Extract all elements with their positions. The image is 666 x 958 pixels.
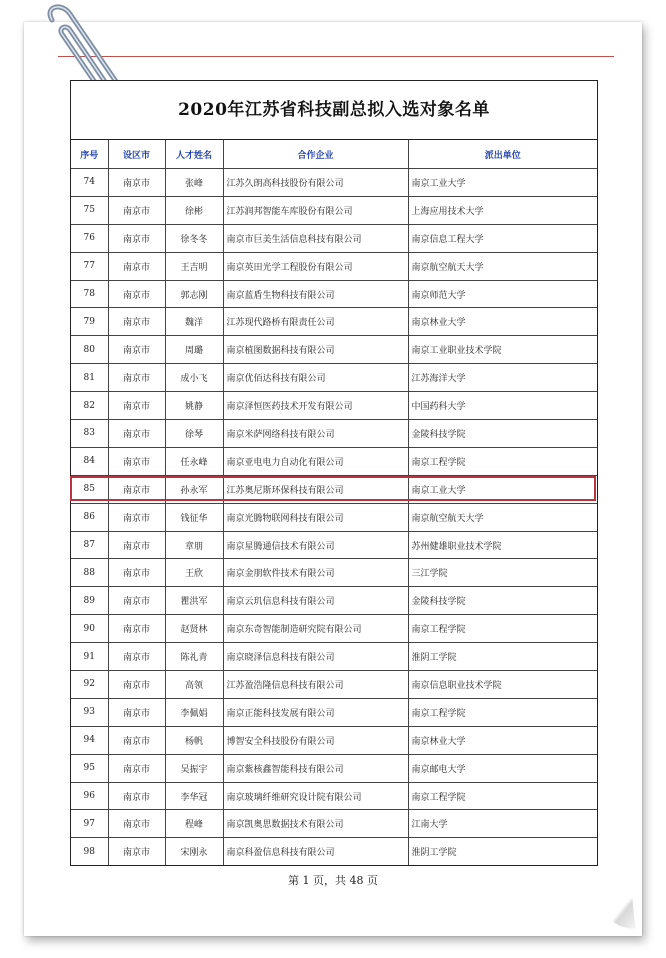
cell-no: 97 [71, 810, 108, 838]
header-company: 合作企业 [223, 140, 408, 169]
table-row [71, 643, 597, 671]
table-row [71, 475, 597, 503]
table-row [71, 336, 597, 364]
table-row [71, 364, 597, 392]
cell-no: 79 [71, 308, 108, 336]
cell-name: 杨帆 [165, 726, 223, 754]
cell-city: 南京市 [108, 224, 165, 252]
cell-company: 南京英田光学工程股份有限公司 [223, 252, 408, 280]
cell-name: 李佩娟 [165, 698, 223, 726]
cell-no: 95 [71, 754, 108, 782]
cell-no: 83 [71, 420, 108, 448]
cell-unit: 金陵科技学院 [408, 587, 597, 615]
cell-company: 南京云玑信息科技有限公司 [223, 587, 408, 615]
cell-name: 钱征华 [165, 503, 223, 531]
table-row [71, 754, 597, 782]
cell-company: 南京米萨网络科技有限公司 [223, 420, 408, 448]
cell-company: 南京紫核鑫智能科技有限公司 [223, 754, 408, 782]
cell-city: 南京市 [108, 196, 165, 224]
cell-unit: 南京林业大学 [408, 308, 597, 336]
cell-no: 88 [71, 559, 108, 587]
cell-unit: 中国药科大学 [408, 392, 597, 420]
table-row [71, 420, 597, 448]
cell-city: 南京市 [108, 782, 165, 810]
cell-city: 南京市 [108, 252, 165, 280]
cell-name: 成小飞 [165, 364, 223, 392]
cell-city: 南京市 [108, 503, 165, 531]
cell-name: 程峰 [165, 810, 223, 838]
cell-company: 江苏奥尼斯环保科技有限公司 [223, 475, 408, 503]
cell-city: 南京市 [108, 671, 165, 699]
page-footer: 第 1 页，共 48 页 [288, 874, 378, 887]
header-city: 设区市 [108, 140, 165, 169]
header-name: 人才姓名 [165, 140, 223, 169]
roster-document [70, 80, 598, 866]
table-row [71, 726, 597, 754]
table-row [71, 782, 597, 810]
cell-unit: 南京工业职业技术学院 [408, 336, 597, 364]
cell-company: 南京光腾物联网科技有限公司 [223, 503, 408, 531]
cell-no: 75 [71, 196, 108, 224]
cell-city: 南京市 [108, 698, 165, 726]
table-row [71, 531, 597, 559]
cell-company: 南京正能科技发展有限公司 [223, 698, 408, 726]
table-row [71, 169, 597, 197]
cell-company: 南京玻璃纤维研究设计院有限公司 [223, 782, 408, 810]
cell-city: 南京市 [108, 587, 165, 615]
cell-name: 徐冬冬 [165, 224, 223, 252]
cell-city: 南京市 [108, 308, 165, 336]
cell-city: 南京市 [108, 336, 165, 364]
cell-name: 徐琴 [165, 420, 223, 448]
cell-no: 76 [71, 224, 108, 252]
cell-name: 孙永军 [165, 475, 223, 503]
cell-city: 南京市 [108, 810, 165, 838]
cell-unit: 南京工程学院 [408, 615, 597, 643]
cell-name: 李华冠 [165, 782, 223, 810]
cell-name: 宋刚永 [165, 838, 223, 865]
cell-unit: 南京工程学院 [408, 782, 597, 810]
cell-company: 博智安全科技股份有限公司 [223, 726, 408, 754]
table-header-row [71, 140, 597, 169]
cell-unit: 南京工业大学 [408, 169, 597, 197]
cell-unit: 江南大学 [408, 810, 597, 838]
cell-name: 瞿洪军 [165, 587, 223, 615]
cell-no: 77 [71, 252, 108, 280]
cell-unit: 江苏海洋大学 [408, 364, 597, 392]
table-row [71, 615, 597, 643]
cell-unit: 苏州健雄职业技术学院 [408, 531, 597, 559]
cell-city: 南京市 [108, 838, 165, 865]
page-curl [603, 899, 636, 932]
cell-company: 江苏盈浩隆信息科技有限公司 [223, 671, 408, 699]
cell-no: 74 [71, 169, 108, 197]
cell-no: 90 [71, 615, 108, 643]
cell-name: 王欣 [165, 559, 223, 587]
cell-unit: 南京航空航天大学 [408, 503, 597, 531]
cell-name: 徐彬 [165, 196, 223, 224]
cell-name: 王吉明 [165, 252, 223, 280]
cell-unit: 南京信息职业技术学院 [408, 671, 597, 699]
cell-city: 南京市 [108, 754, 165, 782]
roster-table [71, 140, 597, 865]
cell-no: 82 [71, 392, 108, 420]
cell-company: 南京凯奥思数据技术有限公司 [223, 810, 408, 838]
cell-company: 南京市巨美生活信息科技有限公司 [223, 224, 408, 252]
cell-unit: 上海应用技术大学 [408, 196, 597, 224]
cell-unit: 淮阴工学院 [408, 643, 597, 671]
cell-name: 张峰 [165, 169, 223, 197]
cell-unit: 南京航空航天大学 [408, 252, 597, 280]
table-row [71, 280, 597, 308]
cell-unit: 三江学院 [408, 559, 597, 587]
cell-unit: 淮阴工学院 [408, 838, 597, 865]
cell-unit: 南京工程学院 [408, 698, 597, 726]
cell-company: 南京金朋软件技术有限公司 [223, 559, 408, 587]
cell-no: 92 [71, 671, 108, 699]
cell-no: 96 [71, 782, 108, 810]
cell-name: 吴振宇 [165, 754, 223, 782]
table-row [71, 308, 597, 336]
table-row [71, 252, 597, 280]
cell-name: 陈礼青 [165, 643, 223, 671]
cell-company: 南京优佰达科技有限公司 [223, 364, 408, 392]
cell-name: 姚静 [165, 392, 223, 420]
table-row [71, 671, 597, 699]
cell-company: 南京亚电电力自动化有限公司 [223, 447, 408, 475]
cell-city: 南京市 [108, 280, 165, 308]
cell-company: 南京星腾通信技术有限公司 [223, 531, 408, 559]
cell-city: 南京市 [108, 420, 165, 448]
cell-unit: 南京工业大学 [408, 475, 597, 503]
cell-no: 84 [71, 447, 108, 475]
cell-name: 章朋 [165, 531, 223, 559]
table-row [71, 392, 597, 420]
cell-name: 魏洋 [165, 308, 223, 336]
cell-city: 南京市 [108, 364, 165, 392]
header-unit: 派出单位 [408, 140, 597, 169]
cell-city: 南京市 [108, 559, 165, 587]
cell-company: 南京东奇智能制造研究院有限公司 [223, 615, 408, 643]
cell-name: 高领 [165, 671, 223, 699]
cell-city: 南京市 [108, 392, 165, 420]
cell-no: 94 [71, 726, 108, 754]
cell-no: 81 [71, 364, 108, 392]
cell-company: 南京科盈信息科技有限公司 [223, 838, 408, 865]
cell-unit: 金陵科技学院 [408, 420, 597, 448]
cell-unit: 南京工程学院 [408, 447, 597, 475]
document-title: 2020年江苏省科技副总拟入选对象名单 [71, 81, 597, 140]
cell-city: 南京市 [108, 169, 165, 197]
cell-name: 周璐 [165, 336, 223, 364]
cell-city: 南京市 [108, 726, 165, 754]
table-row [71, 196, 597, 224]
cell-no: 89 [71, 587, 108, 615]
cell-city: 南京市 [108, 531, 165, 559]
table-row [71, 559, 597, 587]
cell-city: 南京市 [108, 475, 165, 503]
cell-city: 南京市 [108, 643, 165, 671]
cell-unit: 南京林业大学 [408, 726, 597, 754]
cell-company: 南京蓝盾生物科技有限公司 [223, 280, 408, 308]
header-no: 序号 [71, 140, 108, 169]
table-row [71, 838, 597, 865]
table-row [71, 810, 597, 838]
cell-unit: 南京信息工程大学 [408, 224, 597, 252]
cell-company: 南京泽恒医药技术开发有限公司 [223, 392, 408, 420]
cell-unit: 南京邮电大学 [408, 754, 597, 782]
cell-name: 任永峰 [165, 447, 223, 475]
cell-company: 南京晓泽信息科技有限公司 [223, 643, 408, 671]
cell-no: 93 [71, 698, 108, 726]
cell-city: 南京市 [108, 447, 165, 475]
cell-name: 郭志刚 [165, 280, 223, 308]
cell-no: 85 [71, 475, 108, 503]
cell-name: 赵贤林 [165, 615, 223, 643]
cell-company: 南京植图数据科技有限公司 [223, 336, 408, 364]
cell-no: 80 [71, 336, 108, 364]
cell-company: 江苏久朗高科技股份有限公司 [223, 169, 408, 197]
cell-no: 78 [71, 280, 108, 308]
table-row [71, 503, 597, 531]
cell-company: 江苏润邦智能车库股份有限公司 [223, 196, 408, 224]
table-row [71, 224, 597, 252]
table-body [71, 169, 597, 866]
cell-city: 南京市 [108, 615, 165, 643]
cell-no: 86 [71, 503, 108, 531]
table-row [71, 587, 597, 615]
table-row [71, 698, 597, 726]
cell-no: 98 [71, 838, 108, 865]
table-row [71, 447, 597, 475]
cell-unit: 南京师范大学 [408, 280, 597, 308]
cell-no: 87 [71, 531, 108, 559]
cell-company: 江苏现代路桥有限责任公司 [223, 308, 408, 336]
cell-no: 91 [71, 643, 108, 671]
